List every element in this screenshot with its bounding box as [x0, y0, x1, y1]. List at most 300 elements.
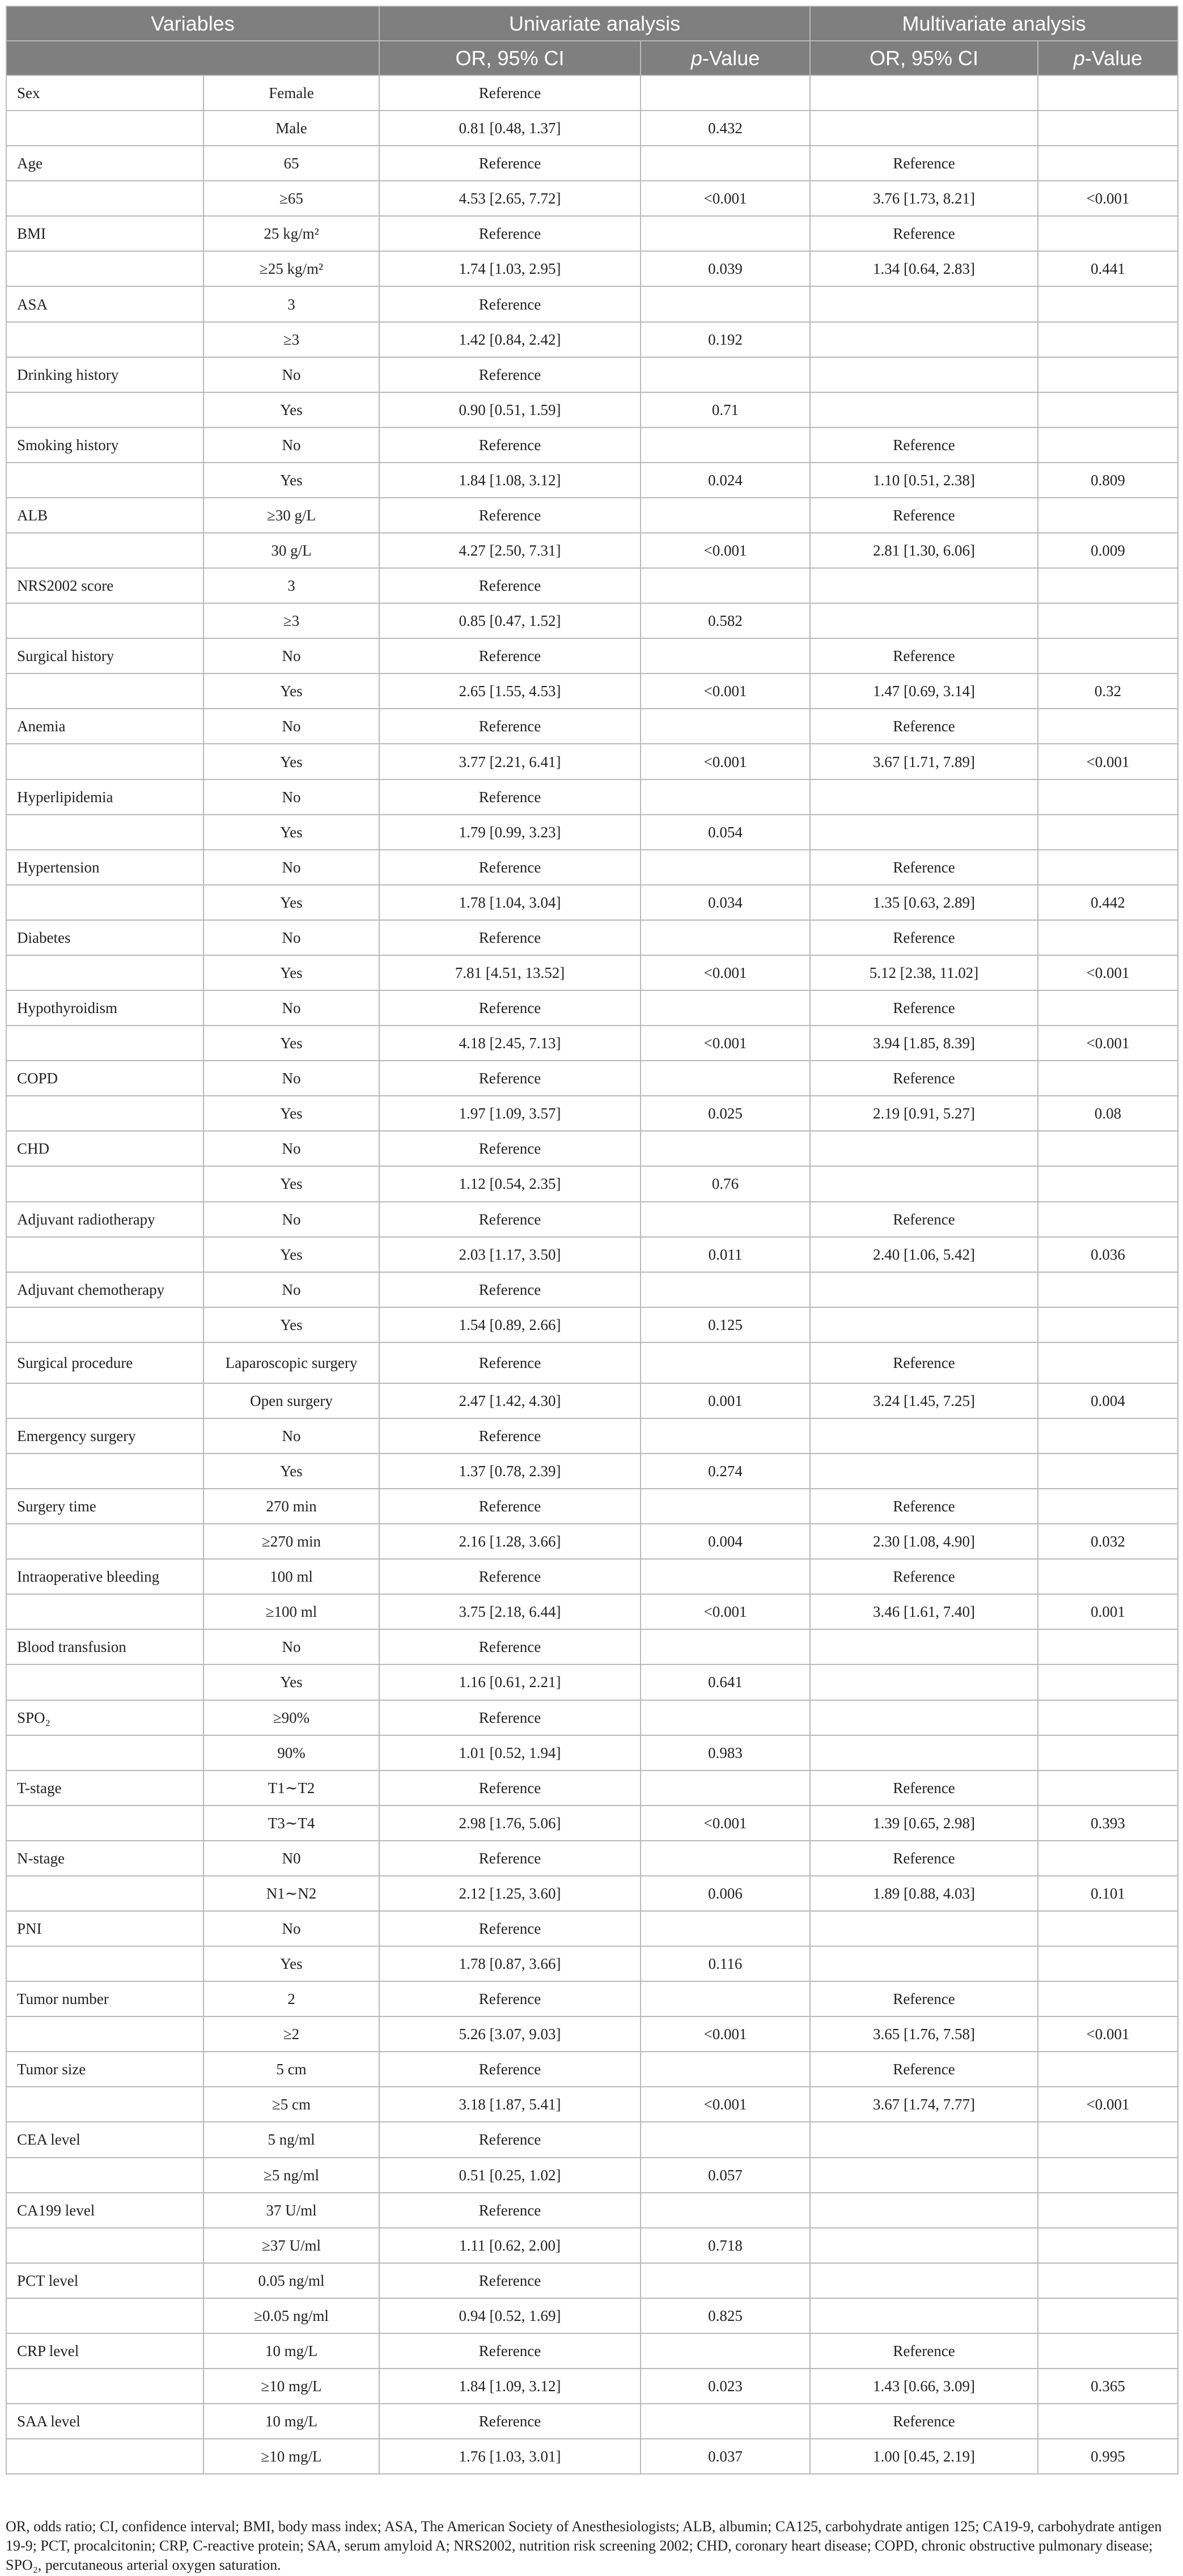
multivariate-or-cell	[810, 1454, 1038, 1489]
subgroup-cell: No	[203, 1131, 379, 1166]
univariate-p-cell	[641, 2333, 810, 2369]
univariate-or-cell: 1.84 [1.08, 3.12]	[379, 463, 641, 498]
subgroup-cell: Yes	[203, 392, 379, 427]
univariate-p-cell	[641, 1770, 810, 1806]
table-row	[6, 2333, 1178, 2369]
header-multivariate: Multivariate analysis	[810, 6, 1178, 41]
univariate-p-cell: <0.001	[641, 955, 810, 990]
multivariate-or-cell	[810, 286, 1038, 321]
variable-cell: Hypothyroidism	[6, 990, 203, 1026]
subgroup-cell: Yes	[203, 673, 379, 709]
table-row	[6, 920, 1178, 955]
multivariate-p-cell	[1038, 1307, 1178, 1342]
variable-cell: CA199 level	[6, 2193, 203, 2228]
variable-cell	[6, 463, 203, 498]
multivariate-p-cell	[1038, 357, 1178, 392]
univariate-p-cell: 0.71	[641, 392, 810, 427]
subgroup-cell: Yes	[203, 1026, 379, 1061]
subgroup-cell: ≥65	[203, 181, 379, 216]
variable-cell	[6, 1664, 203, 1700]
table-row	[6, 463, 1178, 498]
multivariate-p-cell: 0.08	[1038, 1096, 1178, 1131]
univariate-p-cell	[641, 779, 810, 815]
subgroup-cell: 90%	[203, 1735, 379, 1770]
subgroup-cell: ≥3	[203, 322, 379, 357]
univariate-or-cell: 0.51 [0.25, 1.02]	[379, 2158, 641, 2193]
multivariate-or-cell: Reference	[810, 1559, 1038, 1594]
multivariate-p-cell	[1038, 1342, 1178, 1383]
univariate-p-cell: 0.023	[641, 2369, 810, 2404]
multivariate-or-cell: Reference	[810, 216, 1038, 251]
table-row	[6, 1806, 1178, 1841]
multivariate-or-cell	[810, 1946, 1038, 1981]
univariate-or-cell: Reference	[379, 568, 641, 603]
univariate-or-cell: Reference	[379, 990, 641, 1026]
multivariate-or-cell: 3.76 [1.73, 8.21]	[810, 181, 1038, 216]
multivariate-p-cell	[1038, 990, 1178, 1026]
variable-cell: Blood transfusion	[6, 1629, 203, 1664]
univariate-or-cell: 2.98 [1.76, 5.06]	[379, 1806, 641, 1841]
subgroup-cell: Yes	[203, 744, 379, 779]
table-row	[6, 603, 1178, 638]
table-row	[6, 1946, 1178, 1981]
multivariate-or-cell: Reference	[810, 1841, 1038, 1876]
univariate-or-cell: 1.84 [1.09, 3.12]	[379, 2369, 641, 2404]
table-row	[6, 216, 1178, 251]
header-univariate: Univariate analysis	[379, 6, 810, 41]
multivariate-p-cell	[1038, 1735, 1178, 1770]
multivariate-p-cell	[1038, 568, 1178, 603]
univariate-p-cell	[641, 286, 810, 321]
univariate-or-cell: Reference	[379, 1131, 641, 1166]
table-row	[6, 1026, 1178, 1061]
variable-cell: CHD	[6, 1131, 203, 1166]
univariate-p-cell: 0.718	[641, 2228, 810, 2263]
univariate-or-cell: Reference	[379, 709, 641, 744]
multivariate-p-cell	[1038, 2404, 1178, 2439]
table-row	[6, 885, 1178, 920]
multivariate-or-cell: Reference	[810, 1061, 1038, 1096]
multivariate-p-cell	[1038, 1841, 1178, 1876]
multivariate-p-cell	[1038, 75, 1178, 111]
univariate-p-cell	[641, 146, 810, 181]
univariate-p-cell: 0.641	[641, 1664, 810, 1700]
variable-cell	[6, 955, 203, 990]
univariate-or-cell: Reference	[379, 2404, 641, 2439]
subgroup-cell: Yes	[203, 1946, 379, 1981]
multivariate-p-cell	[1038, 1700, 1178, 1735]
univariate-p-cell	[641, 2404, 810, 2439]
multivariate-p-cell: 0.009	[1038, 533, 1178, 568]
multivariate-or-cell: 1.39 [0.65, 2.98]	[810, 1806, 1038, 1841]
multivariate-or-cell: 3.24 [1.45, 7.25]	[810, 1383, 1038, 1418]
multivariate-p-cell: <0.001	[1038, 1026, 1178, 1061]
univariate-or-cell: Reference	[379, 2333, 641, 2369]
univariate-p-cell: 0.037	[641, 2439, 810, 2474]
multivariate-p-cell	[1038, 2263, 1178, 2298]
table-row	[6, 2193, 1178, 2228]
multivariate-or-cell: 1.10 [0.51, 2.38]	[810, 463, 1038, 498]
variable-cell	[6, 673, 203, 709]
variable-cell	[6, 533, 203, 568]
univariate-or-cell: 3.75 [2.18, 6.44]	[379, 1594, 641, 1629]
subgroup-cell: T1∼T2	[203, 1770, 379, 1806]
subgroup-cell: ≥5 ng/ml	[203, 2158, 379, 2193]
univariate-p-cell	[641, 568, 810, 603]
subgroup-cell: No	[203, 990, 379, 1026]
multivariate-or-cell	[810, 1735, 1038, 1770]
multivariate-or-cell: Reference	[810, 850, 1038, 885]
subgroup-cell: ≥90%	[203, 1700, 379, 1735]
univariate-p-cell: <0.001	[641, 1594, 810, 1629]
variable-cell: Smoking history	[6, 427, 203, 463]
regression-table	[6, 6, 1178, 2475]
variable-cell: CRP level	[6, 2333, 203, 2369]
multivariate-p-cell	[1038, 2333, 1178, 2369]
subgroup-cell: ≥10 mg/L	[203, 2439, 379, 2474]
variable-cell	[6, 1237, 203, 1272]
univariate-or-cell: 1.42 [0.84, 2.42]	[379, 322, 641, 357]
table-row	[6, 533, 1178, 568]
variable-cell: Surgical procedure	[6, 1342, 203, 1383]
univariate-or-cell: Reference	[379, 2193, 641, 2228]
table-row	[6, 2228, 1178, 2263]
subgroup-cell: Open surgery	[203, 1383, 379, 1418]
multivariate-p-cell	[1038, 1166, 1178, 1201]
multivariate-p-cell	[1038, 603, 1178, 638]
subgroup-cell: Yes	[203, 1664, 379, 1700]
univariate-or-cell: Reference	[379, 498, 641, 533]
table-row	[6, 392, 1178, 427]
table-row	[6, 181, 1178, 216]
univariate-or-cell: Reference	[379, 1272, 641, 1307]
subgroup-cell: 25 kg/m²	[203, 216, 379, 251]
subgroup-cell: 10 mg/L	[203, 2404, 379, 2439]
multivariate-p-cell: 0.995	[1038, 2439, 1178, 2474]
subgroup-cell: ≥5 cm	[203, 2087, 379, 2122]
table-row	[6, 815, 1178, 850]
multivariate-or-cell	[810, 1629, 1038, 1664]
multivariate-or-cell	[810, 357, 1038, 392]
univariate-p-cell	[641, 1061, 810, 1096]
univariate-or-cell: Reference	[379, 75, 641, 111]
multivariate-or-cell	[810, 1272, 1038, 1307]
subgroup-cell: Yes	[203, 1307, 379, 1342]
univariate-p-cell: 0.054	[641, 815, 810, 850]
univariate-p-cell	[641, 357, 810, 392]
variable-cell: Anemia	[6, 709, 203, 744]
subgroup-cell: 3	[203, 568, 379, 603]
univariate-p-cell: 0.76	[641, 1166, 810, 1201]
multivariate-or-cell: Reference	[810, 2333, 1038, 2369]
univariate-p-cell: <0.001	[641, 1806, 810, 1841]
multivariate-or-cell: 1.35 [0.63, 2.89]	[810, 885, 1038, 920]
table-row	[6, 1131, 1178, 1166]
variable-cell: ASA	[6, 286, 203, 321]
univariate-or-cell: Reference	[379, 1841, 641, 1876]
multivariate-p-cell	[1038, 1418, 1178, 1454]
univariate-or-cell: Reference	[379, 1489, 641, 1524]
multivariate-p-cell	[1038, 146, 1178, 181]
subgroup-cell: Yes	[203, 1096, 379, 1131]
variable-cell	[6, 1454, 203, 1489]
variable-cell: BMI	[6, 216, 203, 251]
subgroup-cell: Yes	[203, 885, 379, 920]
multivariate-p-cell	[1038, 2193, 1178, 2228]
univariate-or-cell: 7.81 [4.51, 13.52]	[379, 955, 641, 990]
univariate-p-cell	[641, 216, 810, 251]
subgroup-cell: 5 cm	[203, 2052, 379, 2087]
subgroup-cell: 10 mg/L	[203, 2333, 379, 2369]
table-container	[6, 6, 1177, 2475]
univariate-or-cell: 1.54 [0.89, 2.66]	[379, 1307, 641, 1342]
univariate-or-cell: Reference	[379, 1418, 641, 1454]
table-row	[6, 1911, 1178, 1946]
variable-cell	[6, 2439, 203, 2474]
multivariate-p-cell	[1038, 392, 1178, 427]
univariate-p-cell	[641, 638, 810, 673]
multivariate-or-cell: Reference	[810, 2404, 1038, 2439]
multivariate-or-cell: Reference	[810, 498, 1038, 533]
univariate-or-cell: Reference	[379, 427, 641, 463]
multivariate-or-cell: 3.67 [1.71, 7.89]	[810, 744, 1038, 779]
multivariate-p-cell	[1038, 2122, 1178, 2157]
univariate-p-cell	[641, 850, 810, 885]
univariate-or-cell: Reference	[379, 779, 641, 815]
univariate-or-cell: Reference	[379, 638, 641, 673]
header-variables: Variables	[6, 6, 379, 41]
subgroup-cell: No	[203, 1629, 379, 1664]
variable-cell: SPO₂	[6, 1700, 203, 1735]
table-row	[6, 2122, 1178, 2157]
table-row	[6, 673, 1178, 709]
table-row	[6, 146, 1178, 181]
multivariate-p-cell	[1038, 850, 1178, 885]
subgroup-cell: ≥100 ml	[203, 1594, 379, 1629]
univariate-or-cell: 2.16 [1.28, 3.66]	[379, 1524, 641, 1559]
subgroup-cell: No	[203, 1418, 379, 1454]
univariate-or-cell: Reference	[379, 1559, 641, 1594]
subgroup-cell: No	[203, 1061, 379, 1096]
subgroup-cell: 100 ml	[203, 1559, 379, 1594]
table-row	[6, 357, 1178, 392]
table-row	[6, 1061, 1178, 1096]
multivariate-p-cell: 0.442	[1038, 885, 1178, 920]
univariate-p-cell	[641, 1131, 810, 1166]
univariate-or-cell: 1.79 [0.99, 3.23]	[379, 815, 641, 850]
multivariate-p-cell	[1038, 2298, 1178, 2333]
univariate-p-cell: 0.432	[641, 111, 810, 146]
multivariate-or-cell	[810, 2298, 1038, 2333]
univariate-or-cell: Reference	[379, 146, 641, 181]
variable-cell	[6, 885, 203, 920]
univariate-or-cell: 1.01 [0.52, 1.94]	[379, 1735, 641, 1770]
univariate-p-cell	[641, 1700, 810, 1735]
univariate-or-cell: 1.76 [1.03, 3.01]	[379, 2439, 641, 2474]
table-row	[6, 1664, 1178, 1700]
table-row	[6, 2404, 1178, 2439]
table-row	[6, 1237, 1178, 1272]
table-row	[6, 2052, 1178, 2087]
subgroup-cell: No	[203, 920, 379, 955]
subgroup-cell: 3	[203, 286, 379, 321]
univariate-or-cell: 1.97 [1.09, 3.57]	[379, 1096, 641, 1131]
table-row	[6, 990, 1178, 1026]
subgroup-cell: N1∼N2	[203, 1876, 379, 1911]
multivariate-p-cell: 0.036	[1038, 1237, 1178, 1272]
multivariate-or-cell	[810, 1418, 1038, 1454]
table-row	[6, 2369, 1178, 2404]
univariate-p-cell	[641, 1841, 810, 1876]
header-multi-or: OR, 95% CI	[810, 41, 1038, 75]
table-row	[6, 1202, 1178, 1237]
multivariate-p-cell: 0.101	[1038, 1876, 1178, 1911]
univariate-or-cell: Reference	[379, 2263, 641, 2298]
subgroup-cell: No	[203, 709, 379, 744]
multivariate-p-cell: <0.001	[1038, 2087, 1178, 2122]
univariate-or-cell: Reference	[379, 850, 641, 885]
univariate-or-cell: 2.03 [1.17, 3.50]	[379, 1237, 641, 1272]
variable-cell: COPD	[6, 1061, 203, 1096]
variable-cell	[6, 1096, 203, 1131]
table-row	[6, 779, 1178, 815]
table-row	[6, 1559, 1178, 1594]
table-row	[6, 2016, 1178, 2052]
table-row	[6, 1342, 1178, 1383]
multivariate-or-cell	[810, 1664, 1038, 1700]
multivariate-p-cell: 0.393	[1038, 1806, 1178, 1841]
univariate-or-cell: Reference	[379, 2052, 641, 2087]
univariate-p-cell: 0.001	[641, 1383, 810, 1418]
multivariate-p-cell	[1038, 1454, 1178, 1489]
univariate-or-cell: 2.12 [1.25, 3.60]	[379, 1876, 641, 1911]
subgroup-cell: No	[203, 638, 379, 673]
variable-cell: Age	[6, 146, 203, 181]
table-row	[6, 1770, 1178, 1806]
multivariate-p-cell	[1038, 779, 1178, 815]
multivariate-or-cell	[810, 2228, 1038, 2263]
subgroup-cell: N0	[203, 1841, 379, 1876]
variable-cell	[6, 1307, 203, 1342]
univariate-or-cell: Reference	[379, 2122, 641, 2157]
variable-cell	[6, 815, 203, 850]
table-row	[6, 1166, 1178, 1201]
univariate-p-cell: <0.001	[641, 744, 810, 779]
multivariate-or-cell: Reference	[810, 1770, 1038, 1806]
univariate-or-cell: Reference	[379, 1061, 641, 1096]
univariate-or-cell: Reference	[379, 1342, 641, 1383]
univariate-or-cell: 1.78 [0.87, 3.66]	[379, 1946, 641, 1981]
univariate-or-cell: Reference	[379, 1629, 641, 1664]
multivariate-or-cell: Reference	[810, 1342, 1038, 1383]
variable-cell	[6, 181, 203, 216]
variable-cell: Sex	[6, 75, 203, 111]
univariate-p-cell	[641, 2052, 810, 2087]
multivariate-p-cell	[1038, 638, 1178, 673]
univariate-p-cell: 0.116	[641, 1946, 810, 1981]
multivariate-or-cell: Reference	[810, 146, 1038, 181]
variable-cell: Emergency surgery	[6, 1418, 203, 1454]
table-row	[6, 1272, 1178, 1307]
univariate-p-cell: 0.034	[641, 885, 810, 920]
univariate-or-cell: 0.85 [0.47, 1.52]	[379, 603, 641, 638]
univariate-p-cell: <0.001	[641, 181, 810, 216]
variable-cell	[6, 1735, 203, 1770]
table-row	[6, 1841, 1178, 1876]
variable-cell: SAA level	[6, 2404, 203, 2439]
univariate-p-cell: <0.001	[641, 533, 810, 568]
univariate-p-cell: 0.025	[641, 1096, 810, 1131]
table-row	[6, 251, 1178, 286]
p-suffix: -Value	[1084, 46, 1143, 70]
variable-cell	[6, 1806, 203, 1841]
variable-cell	[6, 251, 203, 286]
subgroup-cell: Laparoscopic surgery	[203, 1342, 379, 1383]
subgroup-cell: Yes	[203, 1237, 379, 1272]
subgroup-cell: No	[203, 427, 379, 463]
multivariate-or-cell	[810, 322, 1038, 357]
multivariate-p-cell: 0.32	[1038, 673, 1178, 709]
p-suffix: -Value	[702, 46, 760, 70]
table-row	[6, 1700, 1178, 1735]
multivariate-or-cell: Reference	[810, 920, 1038, 955]
multivariate-p-cell	[1038, 2052, 1178, 2087]
multivariate-or-cell: 3.46 [1.61, 7.40]	[810, 1594, 1038, 1629]
subgroup-cell: Yes	[203, 955, 379, 990]
univariate-or-cell: 0.94 [0.52, 1.69]	[379, 2298, 641, 2333]
table-row	[6, 427, 1178, 463]
table-row	[6, 2087, 1178, 2122]
multivariate-or-cell: Reference	[810, 990, 1038, 1026]
variable-cell	[6, 1524, 203, 1559]
multivariate-or-cell: Reference	[810, 1981, 1038, 2016]
header-uni-or: OR, 95% CI	[379, 41, 641, 75]
multivariate-p-cell	[1038, 1629, 1178, 1664]
univariate-p-cell	[641, 709, 810, 744]
multivariate-p-cell: <0.001	[1038, 744, 1178, 779]
univariate-or-cell: Reference	[379, 286, 641, 321]
univariate-p-cell	[641, 1418, 810, 1454]
multivariate-or-cell: Reference	[810, 709, 1038, 744]
variable-cell: Hypertension	[6, 850, 203, 885]
multivariate-or-cell	[810, 75, 1038, 111]
multivariate-p-cell	[1038, 2228, 1178, 2263]
subgroup-cell: No	[203, 357, 379, 392]
univariate-p-cell	[641, 2263, 810, 2298]
multivariate-p-cell	[1038, 1911, 1178, 1946]
variable-cell: Hyperlipidemia	[6, 779, 203, 815]
subgroup-cell: 65	[203, 146, 379, 181]
multivariate-p-cell	[1038, 322, 1178, 357]
univariate-p-cell: <0.001	[641, 1026, 810, 1061]
table-row	[6, 1981, 1178, 2016]
multivariate-or-cell: 3.94 [1.85, 8.39]	[810, 1026, 1038, 1061]
variable-cell	[6, 1026, 203, 1061]
multivariate-or-cell	[810, 1131, 1038, 1166]
multivariate-p-cell	[1038, 920, 1178, 955]
subgroup-cell: ≥30 g/L	[203, 498, 379, 533]
subgroup-cell: ≥3	[203, 603, 379, 638]
multivariate-p-cell	[1038, 709, 1178, 744]
table-row	[6, 1489, 1178, 1524]
variable-cell	[6, 603, 203, 638]
univariate-or-cell: 2.65 [1.55, 4.53]	[379, 673, 641, 709]
table-row	[6, 1876, 1178, 1911]
table-row	[6, 1454, 1178, 1489]
univariate-p-cell: 0.057	[641, 2158, 810, 2193]
univariate-p-cell: <0.001	[641, 673, 810, 709]
univariate-p-cell: 0.192	[641, 322, 810, 357]
